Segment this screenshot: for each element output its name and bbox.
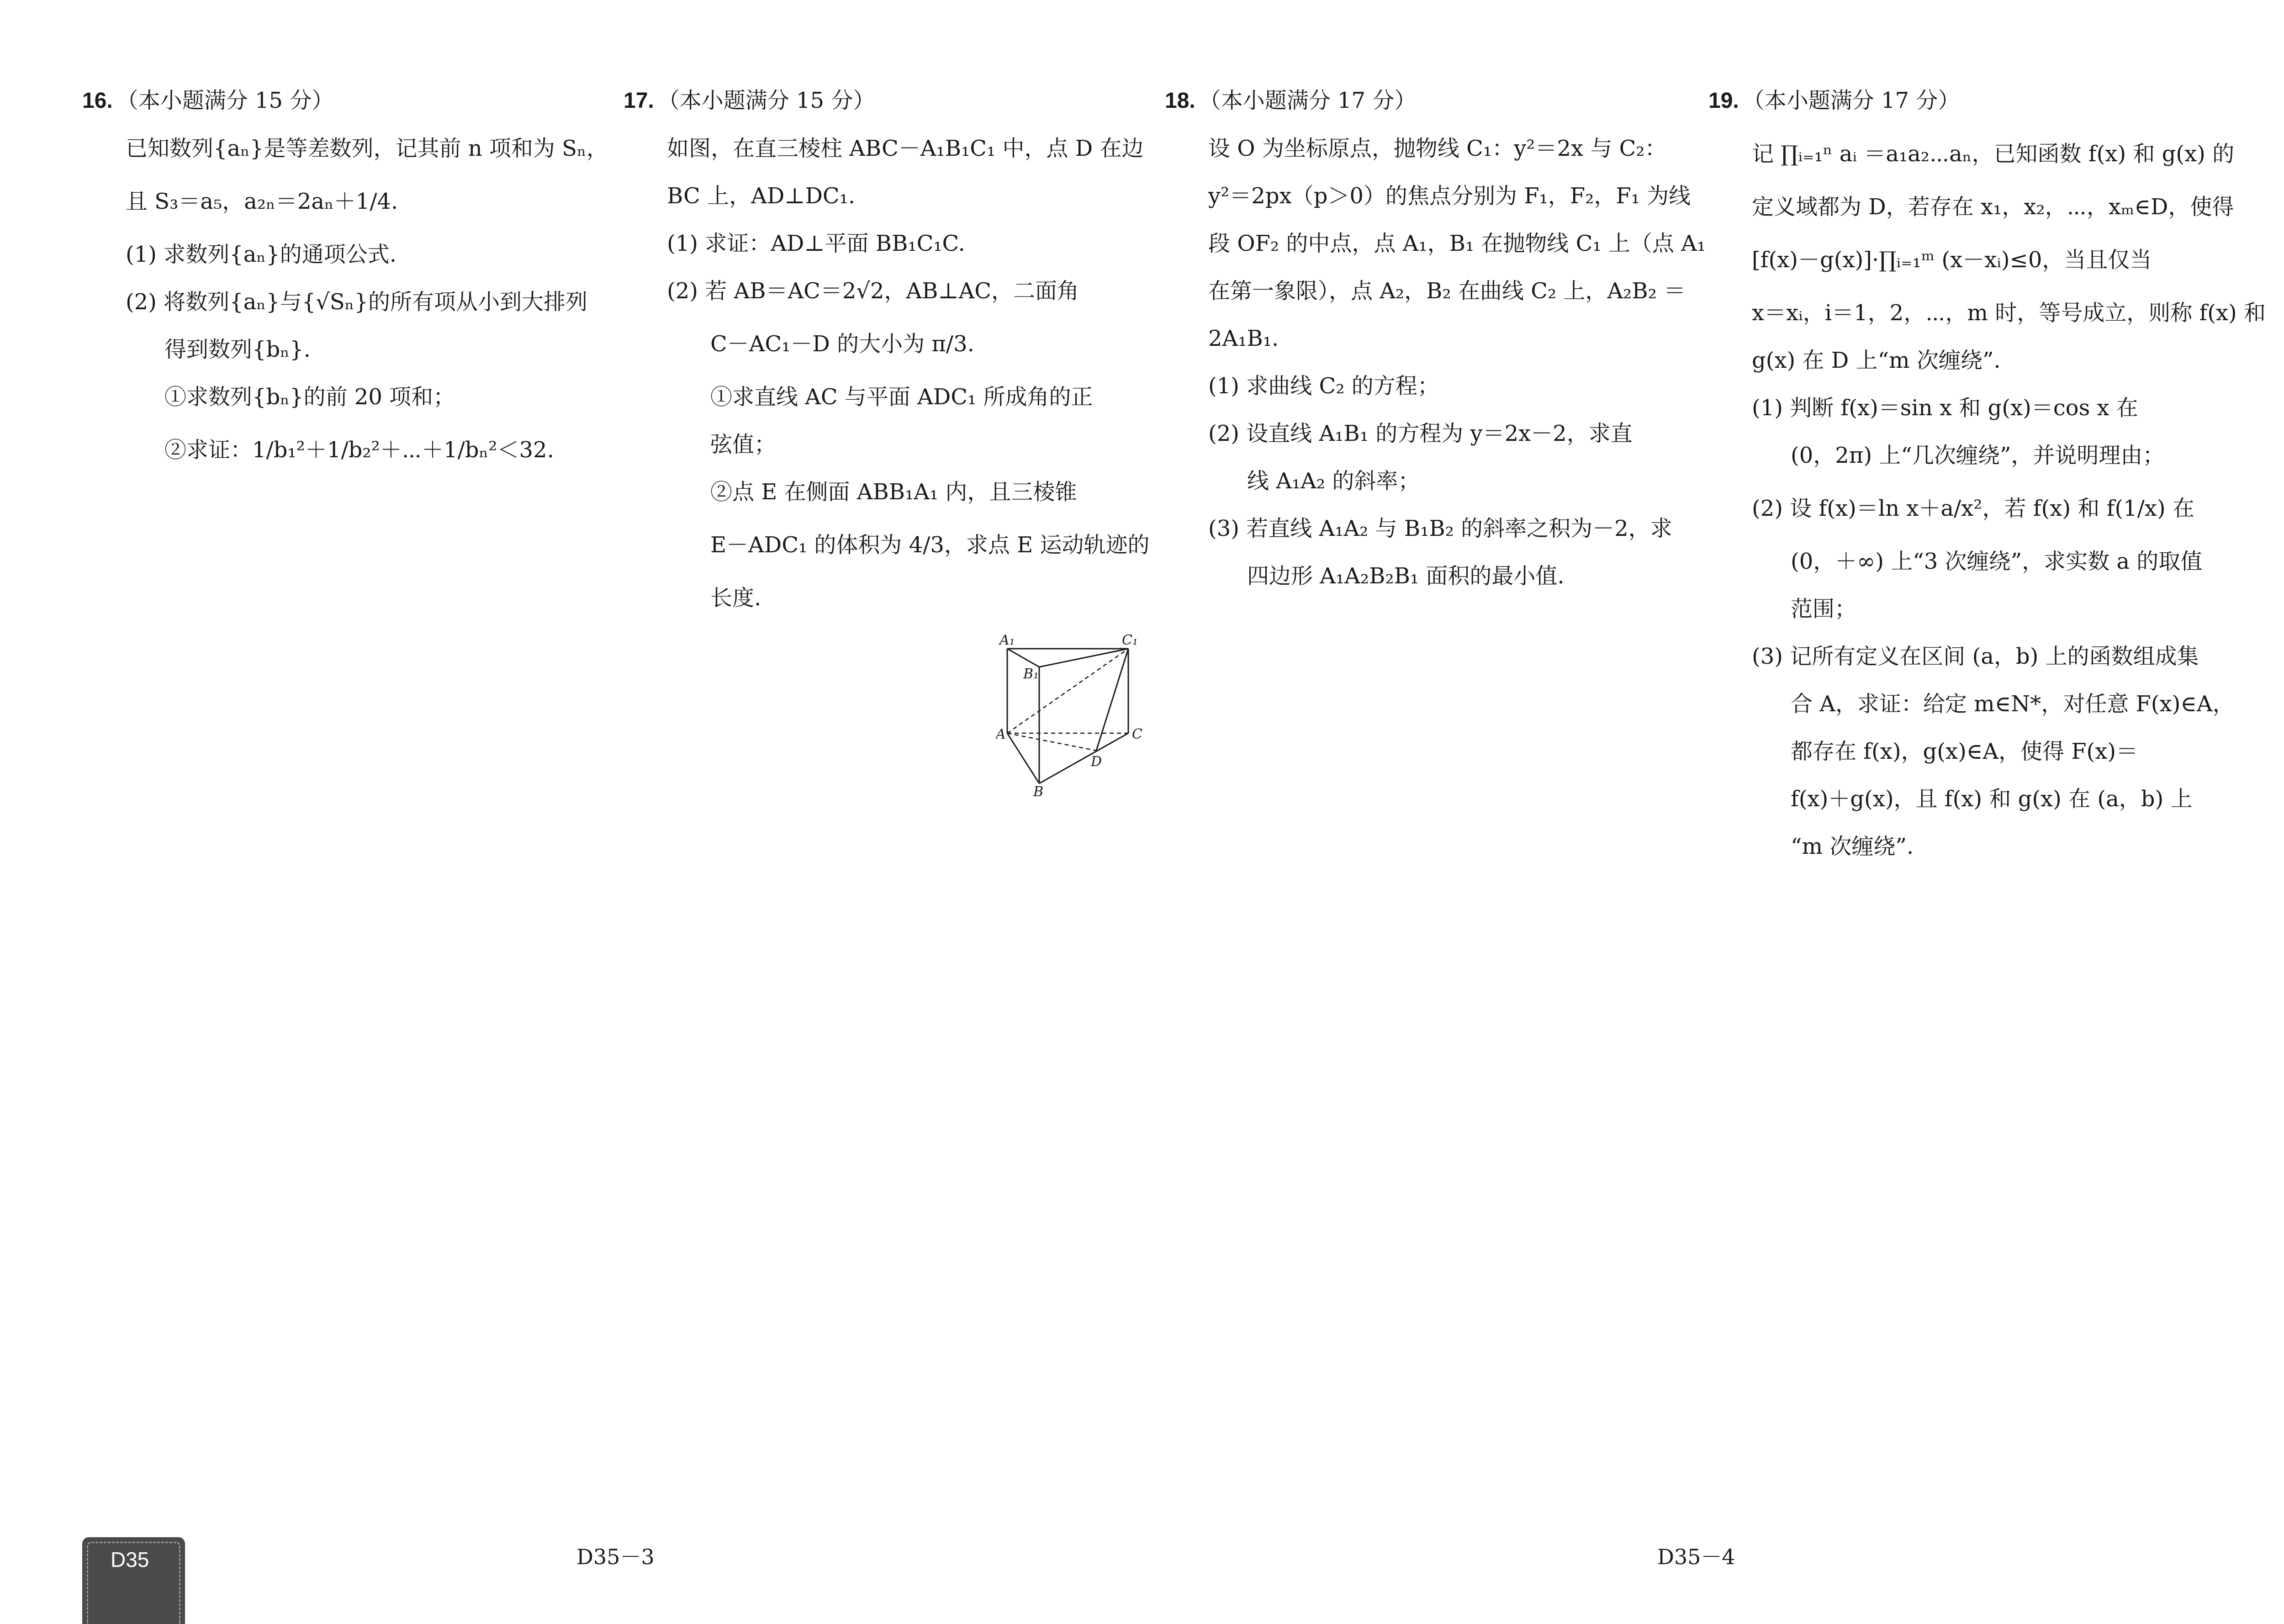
q18-line: 在第一象限），点 A₂，B₂ 在曲线 C₂ 上，A₂B₂ ＝ <box>1208 278 1686 304</box>
q17-line: ②点 E 在侧面 ABB₁A₁ 内，且三棱锥 <box>710 479 1077 505</box>
q17-line: C－AC₁－D 的大小为 π/3. <box>710 331 974 357</box>
q19-line: 记 ∏ᵢ₌₁ⁿ aᵢ ＝a₁a₂⋯aₙ，已知函数 f(x) 和 g(x) 的 <box>1752 141 2235 167</box>
q17-line: ①求直线 AC 与平面 ADC₁ 所成角的正 <box>710 384 1093 410</box>
edge-ab <box>1007 733 1039 783</box>
label-b1: B₁ <box>1023 666 1039 682</box>
label-c: C <box>1132 726 1142 742</box>
q19-line: f(x)＋g(x)，且 f(x) 和 g(x) 在 (a，b) 上 <box>1791 786 2193 812</box>
page-number-left: D35－3 <box>576 1545 655 1569</box>
q17-line: 弦值； <box>710 432 777 457</box>
q19-line: [f(x)－g(x)]·∏ᵢ₌₁ᵐ (x－xᵢ)≤0，当且仅当 <box>1752 247 2152 273</box>
label-a1: A₁ <box>999 633 1015 648</box>
section-tab-label: D35 <box>111 1548 149 1571</box>
q19-line: (0，2π) 上“几次缠绕”，并说明理由； <box>1791 443 2165 468</box>
q16-line: (1) 求数列{aₙ}的通项公式. <box>126 242 397 267</box>
q18-line: 2A₁B₁. <box>1208 326 1279 351</box>
question-19-header <box>1708 77 2284 125</box>
q19-line: (3) 记所有定义在区间 (a，b) 上的函数组成集 <box>1752 644 2199 669</box>
q16-line: ①求数列{bₙ}的前 20 项和； <box>164 384 455 410</box>
q18-line: 四边形 A₁A₂B₂B₁ 面积的最小值. <box>1247 563 1565 589</box>
q19-line: g(x) 在 D 上“m 次缠绕”. <box>1752 348 2001 373</box>
question-score: （本小题满分 17 分） <box>1199 88 1417 113</box>
question-19 <box>1708 77 2284 870</box>
question-17-header <box>624 77 1080 125</box>
q17-line: E－ADC₁ 的体积为 4/3，求点 E 运动轨迹的 <box>710 532 1150 558</box>
q18-line: 段 OF₂ 的中点，点 A₁，B₁ 在抛物线 C₁ 上（点 A₁ <box>1208 231 1706 256</box>
edge-a1b1 <box>1007 649 1039 667</box>
q16-line: (2) 将数列{aₙ}与{√Sₙ}的所有项从小到大排列 <box>126 289 588 315</box>
q18-line: y²＝2px（p＞0）的焦点分别为 F₁，F₂，F₁ 为线 <box>1208 183 1691 209</box>
question-18 <box>1165 77 1706 600</box>
q18-line: 线 A₁A₂ 的斜率； <box>1247 468 1420 494</box>
q17-line: (1) 求证：AD⊥平面 BB₁C₁C. <box>667 231 965 256</box>
q16-line: ②求证：1/b₁²＋1/b₂²＋⋯＋1/bₙ²＜32. <box>164 437 554 463</box>
page-number-right: D35－4 <box>1657 1545 1735 1569</box>
question-score: （本小题满分 15 分） <box>657 88 875 113</box>
q19-line: 合 A，求证：给定 m∈N*，对任意 F(x)∈A， <box>1791 691 2235 717</box>
question-17 <box>624 77 1150 622</box>
q18-line: (1) 求曲线 C₂ 的方程； <box>1208 373 1439 399</box>
q18-line: 设 O 为坐标原点，抛物线 C₁：y²＝2x 与 C₂： <box>1208 136 1667 161</box>
q19-line: 范围； <box>1791 596 1857 622</box>
label-d: D <box>1091 754 1102 770</box>
q17-line: 长度. <box>710 585 761 611</box>
q19-line: “m 次缠绕”. <box>1791 834 1914 859</box>
q19-line: (2) 设 f(x)＝ln x＋a/x²，若 f(x) 和 f(1/x) 在 <box>1752 496 2194 521</box>
q17-line: 如图，在直三棱柱 ABC－A₁B₁C₁ 中，点 D 在边 <box>667 136 1144 161</box>
q18-line: (3) 若直线 A₁A₂ 与 B₁B₂ 的斜率之积为－2，求 <box>1208 516 1672 541</box>
q19-line: 定义域都为 D，若存在 x₁，x₂，⋯，xₘ∈D，使得 <box>1752 194 2234 220</box>
question-16 <box>82 77 608 479</box>
question-number: 17. <box>624 89 654 113</box>
q19-line: (1) 判断 f(x)＝sin x 和 g(x)＝cos x 在 <box>1752 395 2138 421</box>
q17-line: BC 上，AD⊥DC₁. <box>667 183 856 209</box>
q19-line: x＝xᵢ，i＝1，2，⋯，m 时，等号成立，则称 f(x) 和 <box>1752 300 2266 326</box>
label-b: B <box>1033 784 1044 797</box>
q16-line: 已知数列{aₙ}是等差数列，记其前 n 项和为 Sₙ， <box>126 136 608 161</box>
label-c1: C₁ <box>1122 633 1138 648</box>
question-18-header <box>1165 77 1622 125</box>
q19-line: (0，＋∞) 上“3 次缠绕”，求实数 a 的取值 <box>1791 549 2203 574</box>
prism-figure <box>996 633 1151 797</box>
q19-line: 都存在 f(x)，g(x)∈A，使得 F(x)＝ <box>1791 739 2138 764</box>
question-number: 16. <box>82 89 113 113</box>
question-score: （本小题满分 15 分） <box>116 88 334 113</box>
edge-bc <box>1039 733 1128 783</box>
question-number: 18. <box>1165 89 1195 113</box>
q18-line: (2) 设直线 A₁B₁ 的方程为 y＝2x－2，求直 <box>1208 421 1633 446</box>
q17-line: (2) 若 AB＝AC＝2√2，AB⊥AC，二面角 <box>667 278 1079 304</box>
section-tab <box>82 1537 185 1624</box>
edge-ad-hidden <box>1007 733 1096 751</box>
question-number: 19. <box>1708 89 1739 113</box>
question-16-header <box>82 77 539 125</box>
label-a: A <box>996 726 1006 742</box>
q16-line: 且 S₃＝a₅，a₂ₙ＝2aₙ＋1/4. <box>126 189 398 214</box>
question-score: （本小题满分 17 分） <box>1742 88 1960 113</box>
edge-b1c1 <box>1039 649 1128 667</box>
q16-line: 得到数列{bₙ}. <box>164 337 311 362</box>
